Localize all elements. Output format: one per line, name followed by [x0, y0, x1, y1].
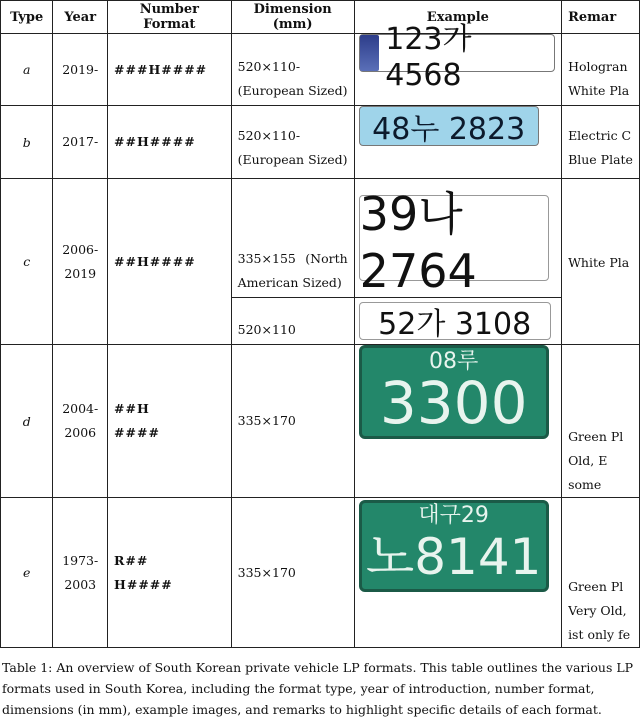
table-caption: Table 1: An overview of South Korean private vehicle LP formats. This table outlines the various LP formats used in South Korea, including the format type, year of introduction, number format, dimensions (in mm), example images, and remarks to highlight specific details of each format. — [2, 660, 634, 717]
table-row-d — [1, 345, 640, 498]
year-cell: 1973-2003 — [53, 498, 108, 648]
example-cell — [354, 345, 561, 498]
plate-text: 52가 3108 — [378, 307, 532, 342]
remark-line: Old, E — [568, 453, 608, 468]
remarks-cell — [562, 34, 640, 106]
remark-line: Green Pl — [568, 429, 624, 444]
header-type: Type — [1, 1, 53, 34]
example-cell — [354, 498, 561, 648]
example-cell — [354, 106, 561, 179]
format-cell — [108, 345, 232, 498]
table-row-e — [1, 498, 640, 648]
type-cell: e — [1, 498, 53, 648]
dimension-cell: 520×110- (European Sized) — [231, 34, 354, 106]
table-row-b — [1, 106, 640, 179]
plate-top-text: 대구29 — [418, 503, 489, 528]
remark-line: some — [568, 477, 602, 492]
year-cell: 2006-2019 — [53, 179, 108, 345]
remarks-cell — [562, 106, 640, 179]
format-cell — [108, 498, 232, 648]
remarks-cell — [562, 345, 640, 498]
remarks-cell — [562, 498, 640, 648]
remark-line: Hologran — [568, 58, 628, 74]
header-remarks: Remar — [562, 1, 640, 34]
remark-line: White Pla — [568, 82, 630, 98]
example-cell — [354, 298, 561, 345]
dimension-cell: 335×155 (North American Sized) — [231, 179, 354, 298]
dimension-cell: 335×170 — [231, 345, 354, 498]
dimension-cell: 520×110- (European Sized) — [231, 106, 354, 179]
format-line: #### — [114, 425, 160, 440]
year-cell: 2019- — [53, 34, 108, 106]
header-year: Year — [53, 1, 108, 34]
header-format: Number Format — [108, 1, 232, 34]
format-cell: ###H#### — [108, 34, 232, 106]
example-cell — [354, 179, 561, 298]
plate-image-c1 — [359, 187, 549, 298]
format-line: R## — [114, 552, 149, 568]
plate-image-d — [359, 345, 549, 439]
type-cell: b — [1, 106, 53, 179]
plate-text: 39나2764 — [359, 187, 477, 298]
format-line: ##H — [114, 401, 150, 416]
format-line: H#### — [114, 576, 173, 592]
format-cell: ##H#### — [108, 106, 232, 179]
remark-line: White Pla — [568, 255, 630, 270]
plate-text: 48누 2823 — [372, 112, 526, 147]
dimension-cell: 520×110 — [231, 298, 354, 345]
type-cell: a — [1, 34, 53, 106]
plate-bottom-text: 노8141 — [365, 528, 542, 586]
plate-text: 123가 4568 — [385, 21, 472, 93]
dimension-cell: 335×170 — [231, 498, 354, 648]
hologram-flag-icon — [360, 35, 380, 71]
plate-top-text: 08루 — [429, 349, 479, 374]
year-cell: 2017- — [53, 106, 108, 179]
remarks-cell — [562, 179, 640, 345]
format-cell: ##H#### — [108, 179, 232, 345]
example-cell — [354, 21, 561, 106]
table-row-c — [1, 179, 640, 298]
remark-line: Blue Plate — [568, 152, 633, 167]
remark-line: Green Pl — [568, 579, 624, 594]
type-cell: c — [1, 179, 53, 345]
plate-bottom-text: 3300 — [379, 369, 528, 437]
plate-image-c2 — [359, 302, 551, 340]
table-row-a — [1, 34, 640, 106]
plate-image-b — [359, 106, 539, 146]
plate-image-e — [359, 500, 549, 592]
remark-line: Very Old, — [568, 603, 627, 618]
remark-line: Electric C — [568, 128, 632, 143]
type-cell: d — [1, 345, 53, 498]
header-example: Example — [354, 1, 561, 34]
header-dimension: Dimension (mm) — [231, 1, 354, 34]
plate-image-a — [359, 21, 555, 93]
year-cell: 2004-2006 — [53, 345, 108, 498]
remark-line: ist only fe — [568, 627, 631, 642]
